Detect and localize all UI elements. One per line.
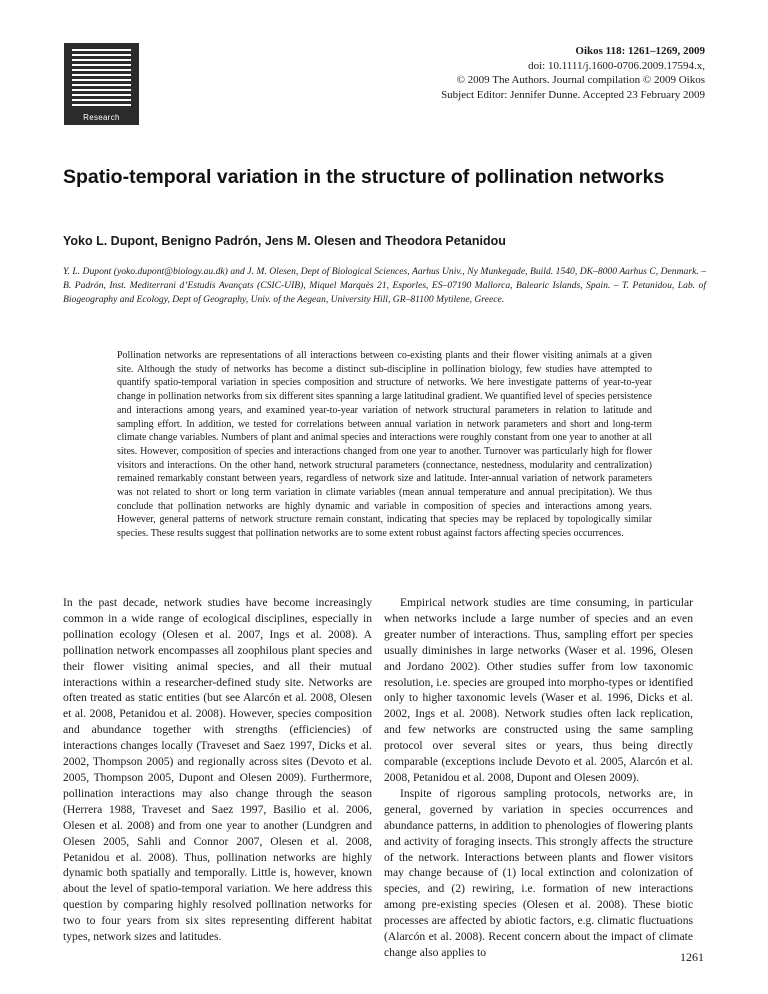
body-column-right — [384, 595, 693, 961]
affiliations: Y. L. Dupont (yoko.dupont@biology.au.dk) and J. M. Olesen, Dept of Biological Sciences, Aarhus Univ., Ny Munkegade, Build. 1540, DK–8000 Aarhus C, Denmark. – B. Padrón, Inst. Mediterrani d’Estudis Avançats (CSIC-UIB), Miquel Marquès 21, Esporles, ES–07190 Mallorca, Balearic Islands, Spain. – T. Petanidou, Lab. of Biogeography and Ecology, Dept of Geography, Univ. of the Aegean, University Hill, GR–81100 Mytilene, Greece. — [63, 266, 706, 305]
logo-label: Research — [83, 113, 120, 122]
paper-title: Spatio-temporal variation in the structure of pollination networks — [63, 166, 665, 188]
journal-logo — [64, 43, 139, 125]
authors: Yoko L. Dupont, Benigno Padrón, Jens M. Olesen and Theodora Petanidou — [63, 234, 506, 248]
doi: doi: 10.1111/j.1600-0706.2009.17594.x, — [528, 59, 705, 72]
article-metadata — [441, 44, 705, 102]
body-paragraph: Inspite of rigorous sampling protocols, networks are, in general, governed by variation in species occurrences and abundance patterns, in addition to phenologies of flowering plants and activity of foraging insects. This strongly affects the structure of the network. Interactions between plants and flower visitors may change because of (1) local extinction and colonization of species, and (2) rewiring, i.e. formation of new interactions among pre-existing species (Olesen et al. 2008). These biotic processes are affected by abiotic factors, e.g. climatic fluctuations (Alarcón et al. 2008). Recent concern about the impact of climate change also applies to — [384, 786, 693, 959]
subject-editor: Subject Editor: Jennifer Dunne. Accepted 23 February 2009 — [441, 88, 705, 101]
logo-stripes — [72, 49, 131, 106]
abstract: Pollination networks are representations of all interactions between co-existing plants and their flower visiting animals at a given site. Although the study of networks has become a distinct sub-discipline in pollination biology, few studies have attempted to quantify spatio-temporal variation in species composition and structure of networks. We here investigate patterns of year-to-year change in pollination networks from six different sites spanning a large latitudinal gradient. We quantified level of species persistence and interactions among years, and examined year-to-year variation of network structural parameters in relation to latitude and sampling effort. In addition, we tested for correlations between annual variation in network parameters and short and long-term climate change variables. Numbers of plant and animal species and interactions were roughly constant from one year to another at all sites. However, composition of species and interactions changed from one year to another. Turnover was particularly high for flower visitors and interactions. On the other hand, network structural parameters (connectance, nestedness, modularity and centralization) remained remarkably constant between years, regardless of network size and latitude. Inter-annual variation of network parameters was not related to short or long term variation in climate variables (mean annual temperature and annual precipitation). We thus conclude that pollination networks are highly dynamic and variable in composition of species and interactions among years. However, general patterns of network structure remain constant, indicating that species may be replaced by topologically similar species. These results suggest that pollination networks are to some extent robust against factors affecting species occurrences. — [117, 350, 652, 540]
body-paragraph: Empirical network studies are time consuming, in particular when networks include a large number of species and an even greater number of interactions. Thus, sampling effort per species usually diminishes in large networks (Waser et al. 1996, Olesen and Jordano 2002). Other studies suffer from low taxonomic resolution, i.e. species are grouped into morpho-types or identified only to higher taxonomic levels (Waser et al. 1996, Dicks et al. 2002, Ings et al. 2008). Network studies often lack replication, and few networks are constructed using the same sampling protocol over several sites or years, thus being directly comparable (exceptions include Devoto et al. 2005, Alarcón et al. 2008, Petanidou et al. 2008, Dupont and Olesen 2009). — [384, 596, 693, 784]
copyright: © 2009 The Authors. Journal compilation © 2009 Oikos — [456, 74, 705, 86]
page-number: 1261 — [680, 950, 704, 964]
body-paragraph: In the past decade, network studies have become increasingly common in a wide range of ecological disciplines, especially in pollination ecology (Olesen et al. 2007, Ings et al. 2008). A pollination network encompasses all zoophilous plant species and their flower visiting animal species, and all their mutual interactions within a researcher-defined study site. Networks are often treated as static entities (but see Alarcón et al. 2008, Olesen et al. 2008, Petanidou et al. 2008). However, species composition and abundance together with strengths (efficiencies) of interactions changes locally (Traveset and Saez 1997, Dicks et al. 2002, Thompson 2005) and regionally across sites (Devoto et al. 2005, Thompson 2005, Dupont and Olesen 2009). Furthermore, pollination interactions may also change through the season (Herrera 1988, Traveset and Saez 1997, Basilio et al. 2006, Olesen et al. 2008) and from one year to another (Lundgren and Olesen 2005, Sahli and Connor 2007, Olesen et al. 2008, Petanidou et al. 2008). Thus, pollination networks are highly dynamic both spatially and temporally. Little is, however, known about the level of spatio-temporal variation. We here address this question by comparing highly resolved pollination networks for two to four years from six sites representing different habitat types, network sizes and latitudes. — [63, 596, 372, 944]
journal-citation: Oikos 118: 1261–1269, 2009 — [575, 45, 705, 57]
body-column-left — [63, 595, 372, 945]
